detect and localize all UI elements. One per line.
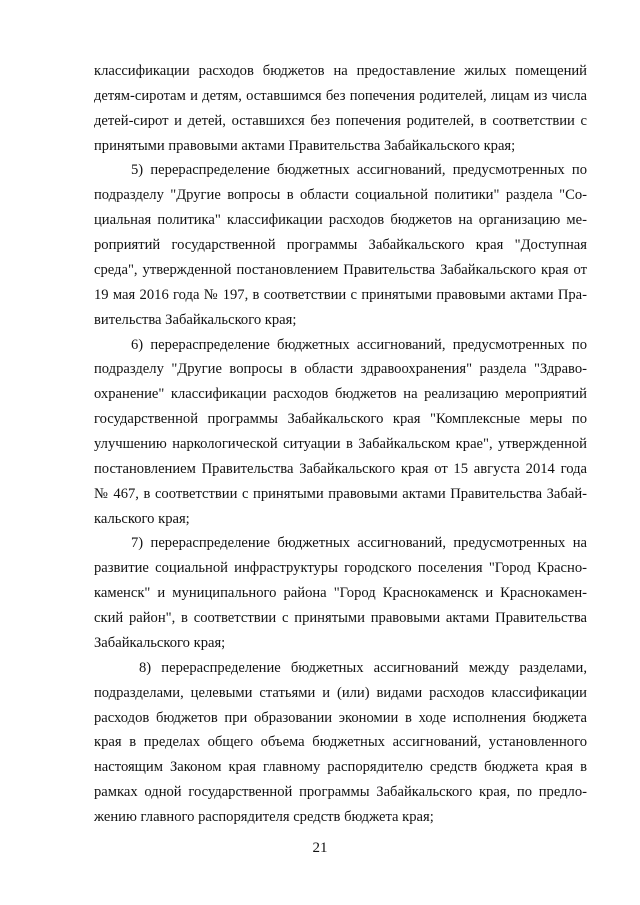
text-line: развитие социальной инфраструктуры городского поселения "Город Красно- <box>94 560 587 577</box>
paragraph-start-line: 7) перераспределение бюджетных ассигнований, предусмотренных на <box>131 535 587 552</box>
text-line: ский район", в соответствии с принятыми правовыми актами Правительства <box>94 610 587 627</box>
text-line: Забайкальского края; <box>94 634 226 651</box>
text-line: роприятий государственной программы Забайкальского края "Доступная <box>94 237 587 254</box>
text-line: охранение" классификации расходов бюджетов на реализацию мероприятий <box>94 386 587 403</box>
text-line: № 467, в соответствии с принятыми правовыми актами Правительства Забай- <box>94 485 587 502</box>
text-line: детей-сирот и детей, оставшихся без попечения родителей, в соответствии с <box>94 112 587 129</box>
paragraph-start-line: 5) перераспределение бюджетных ассигнований, предусмотренных по <box>131 162 587 179</box>
text-line: улучшению наркологической ситуации в Забайкальском крае", утвержденной <box>94 436 587 452</box>
text-line: постановлением Правительства Забайкальского края от 15 августа 2014 года <box>94 460 587 477</box>
text-line: кальского края; <box>94 510 190 527</box>
text-line: среда", утвержденной постановлением Правительства Забайкальского края от <box>94 261 587 278</box>
text-line: государственной программы Забайкальского края "Комплексные меры по <box>94 411 587 428</box>
text-line: каменск" и муниципального района "Город Краснокаменск и Краснокамен- <box>94 585 587 602</box>
text-line: детям-сиротам и детям, оставшимся без попечения родителей, лицам из числа <box>94 87 587 104</box>
text-line: расходов бюджетов при образовании экономии в ходе исполнения бюджета <box>94 709 587 726</box>
text-line: настоящим Законом края главному распорядителю средств бюджета края в <box>94 759 587 776</box>
text-line: подразделу "Другие вопросы в области здравоохранения" раздела "Здраво- <box>94 361 587 378</box>
text-line: рамках одной государственной программы Забайкальского края, по предло- <box>94 784 587 801</box>
paragraph-start-line: 6) перераспределение бюджетных ассигнований, предусмотренных по <box>131 336 587 353</box>
text-line: жению главного распорядителя средств бюджета края; <box>94 809 434 825</box>
text-line: края в пределах общего объема бюджетных ассигнований, установленного <box>94 734 587 751</box>
text-line: 19 мая 2016 года № 197, в соответствии с принятыми правовыми актами Пра- <box>94 286 587 303</box>
text-line: классификации расходов бюджетов на предоставление жилых помещений <box>94 63 587 79</box>
text-line: принятыми правовыми актами Правительства Забайкальского края; <box>94 137 516 154</box>
page-number: 21 <box>312 840 328 856</box>
text-line: циальная политика" классификации расходов бюджетов на организацию ме- <box>94 212 587 229</box>
text-line: подразделами, целевыми статьями и (или) видами расходов классификации <box>94 684 587 701</box>
paragraph-start-line: 8) перераспределение бюджетных ассигнований между разделами, <box>139 659 587 676</box>
text-line: вительства Забайкальского края; <box>94 311 297 328</box>
text-line: подразделу "Другие вопросы в области социальной политики" раздела "Со- <box>94 187 587 204</box>
